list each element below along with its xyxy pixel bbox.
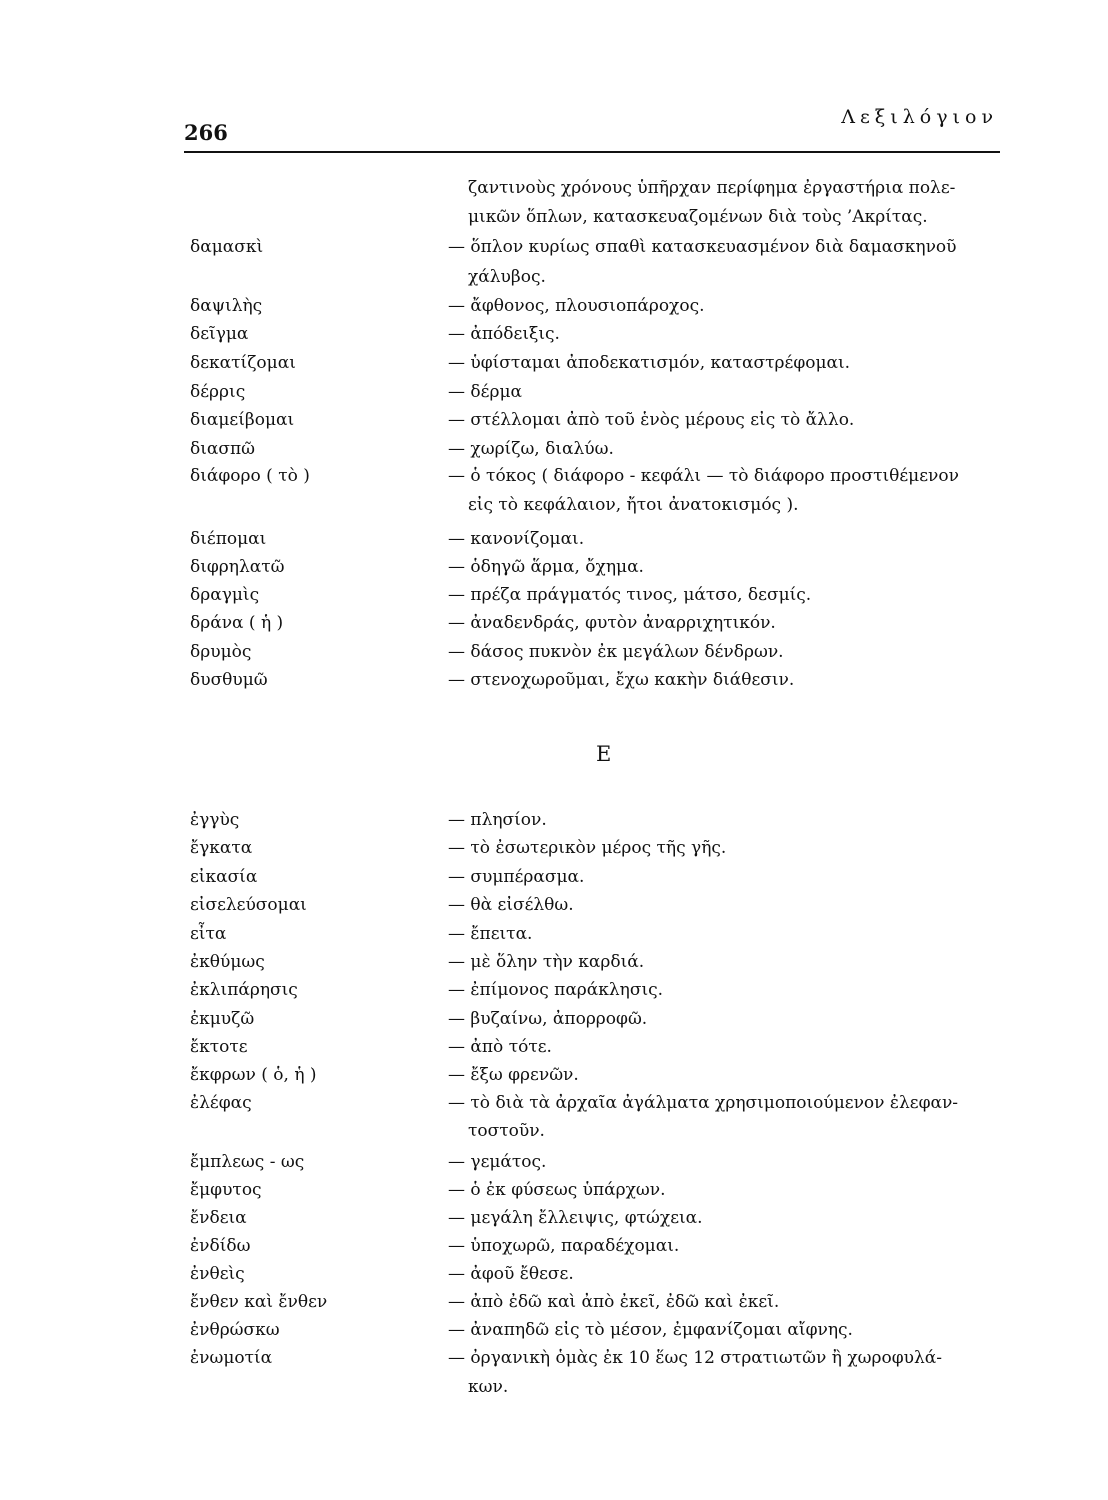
definition: — μεγάλη ἔλλειψις, φτώχεια. [448, 1208, 703, 1228]
head-word: ἐκλιπάρησις [190, 980, 298, 1000]
definition: — τὸ διὰ τὰ ἀρχαῖα ἀγάλματα χρησιμοποιούμενον ἐλεφαν- [448, 1093, 959, 1113]
dictionary-entry [0, 439, 1108, 467]
head-word: δεῖγμα [190, 324, 249, 344]
dictionary-entry [0, 1180, 1108, 1208]
head-word: ἔνθεν καὶ ἔνθεν [190, 1292, 328, 1312]
dictionary-entry [0, 353, 1108, 381]
head-word: ἐκθύμως [190, 952, 265, 972]
intro-line: ζαντινοὺς χρόνους ὑπῆρχαν περίφημα ἐργαστήρια πολε- [468, 178, 956, 198]
definition-continuation: κων. [468, 1377, 509, 1397]
head-word: δέρρις [190, 382, 246, 402]
definition: — δέρμα [448, 382, 522, 402]
definition: — ἀπόδειξις. [448, 324, 560, 344]
head-word: διέπομαι [190, 529, 267, 549]
head-word: ἔκτοτε [190, 1037, 248, 1057]
dictionary-entry [0, 296, 1108, 324]
definition: — μὲ ὅλην τὴν καρδιά. [448, 952, 645, 972]
definition: — ὀργανικὴ ὁμὰς ἐκ 10 ἕως 12 στρατιωτῶν ἢ χωροφυλά- [448, 1348, 942, 1368]
dictionary-entry [0, 1348, 1108, 1376]
definition: — κανονίζομαι. [448, 529, 585, 549]
dictionary-entry [0, 613, 1108, 641]
head-word: εἶτα [190, 924, 227, 944]
definition: — ὁδηγῶ ἅρμα, ὄχημα. [448, 557, 644, 577]
dictionary-entry [0, 466, 1108, 494]
definition: — στενοχωροῦμαι, ἔχω κακὴν διάθεσιν. [448, 670, 795, 690]
definition-continuation: χάλυβος. [468, 267, 546, 287]
definition-continuation: τοστοῦν. [468, 1121, 545, 1141]
dictionary-entry [0, 585, 1108, 613]
dictionary-entry [0, 1236, 1108, 1264]
definition: — ἀφοῦ ἔθεσε. [448, 1264, 574, 1284]
head-word: ἔμφυτος [190, 1180, 262, 1200]
head-word: ἐγγὺς [190, 810, 240, 830]
dictionary-entry [0, 410, 1108, 438]
dictionary-entry [0, 810, 1108, 838]
definition: — ἔπειτα. [448, 924, 533, 944]
dictionary-entry [0, 1320, 1108, 1348]
head-word: δράνα ( ἡ ) [190, 613, 284, 633]
definition: — συμπέρασμα. [448, 867, 585, 887]
dictionary-entry [0, 867, 1108, 895]
head-word: δυσθυμῶ [190, 670, 268, 690]
head-word: δρυμὸς [190, 642, 252, 662]
head-word: δαψιλὴς [190, 296, 263, 316]
dictionary-entry [0, 529, 1108, 557]
head-word: διασπῶ [190, 439, 256, 459]
dictionary-entry [0, 382, 1108, 410]
head-word: ἔκφρων ( ὁ, ἡ ) [190, 1065, 317, 1085]
head-word: ἔγκατα [190, 838, 253, 858]
head-word: δεκατίζομαι [190, 353, 296, 373]
dictionary-entry [0, 557, 1108, 585]
definition: — βυζαίνω, ἀπορροφῶ. [448, 1009, 648, 1029]
dictionary-entry [0, 980, 1108, 1008]
head-word: διάφορο ( τὸ ) [190, 466, 310, 486]
definition: — ἀπὸ ἐδῶ καὶ ἀπὸ ἐκεῖ, ἐδῶ καὶ ἐκεῖ. [448, 1292, 780, 1312]
head-word: εἰκασία [190, 867, 258, 887]
dictionary-entry [0, 1152, 1108, 1180]
definition: — πλησίον. [448, 810, 547, 830]
dictionary-entry [0, 1264, 1108, 1292]
head-word: ἐλέφας [190, 1093, 252, 1113]
dictionary-entry [0, 1009, 1108, 1037]
head-word: ἐνδίδω [190, 1236, 251, 1256]
definition: — ὑφίσταμαι ἀποδεκατισμόν, καταστρέφομαι. [448, 353, 851, 373]
dictionary-entry [0, 324, 1108, 352]
definition-continuation: εἰς τὸ κεφάλαιον, ἤτοι ἀνατοκισμός ). [468, 495, 799, 515]
running-title: Λεξιλόγιον [841, 106, 998, 128]
dictionary-entry [0, 1037, 1108, 1065]
page-number: 266 [184, 120, 228, 145]
dictionary-entry [0, 642, 1108, 670]
head-word: δραγμὶς [190, 585, 260, 605]
head-word: ἔνδεια [190, 1208, 247, 1228]
dictionary-entry [0, 895, 1108, 923]
definition: — ὁ ἐκ φύσεως ὑπάρχων. [448, 1180, 666, 1200]
head-word: ἐκμυζῶ [190, 1009, 255, 1029]
definition: — πρέζα πράγματός τινος, μάτσο, δεσμίς. [448, 585, 812, 605]
dictionary-entry [0, 838, 1108, 866]
head-word: ἐνθρώσκω [190, 1320, 280, 1340]
definition: — στέλλομαι ἀπὸ τοῦ ἑνὸς μέρους εἰς τὸ ἄλλο. [448, 410, 855, 430]
definition: — ὑποχωρῶ, παραδέχομαι. [448, 1236, 680, 1256]
definition: — ἄφθονος, πλουσιοπάροχος. [448, 296, 705, 316]
definition: — χωρίζω, διαλύω. [448, 439, 614, 459]
definition: — δάσος πυκνὸν ἐκ μεγάλων δένδρων. [448, 642, 784, 662]
dictionary-entry [0, 952, 1108, 980]
dictionary-entry [0, 1208, 1108, 1236]
dictionary-entry [0, 237, 1108, 265]
dictionary-entry [0, 670, 1108, 698]
header-rule [184, 151, 1000, 153]
head-word: διαμείβομαι [190, 410, 295, 430]
head-word: ἐνωμοτία [190, 1348, 273, 1368]
definition: — ἀπὸ τότε. [448, 1037, 552, 1057]
dictionary-entry [0, 1065, 1108, 1093]
dictionary-entry [0, 1093, 1108, 1121]
dictionary-entry [0, 924, 1108, 952]
dictionary-entry [0, 1292, 1108, 1320]
intro-line: μικῶν ὅπλων, κατασκευαζομένων διὰ τοὺς ’Ακρίτας. [468, 207, 928, 227]
head-word: ἔμπλεως - ως [190, 1152, 305, 1172]
definition: — θὰ εἰσέλθω. [448, 895, 574, 915]
section-letter: Ε [596, 742, 612, 766]
definition: — ἐπίμονος παράκλησις. [448, 980, 664, 1000]
head-word: δαμασκὶ [190, 237, 264, 257]
definition: — ἀναδενδράς, φυτὸν ἀναρριχητικόν. [448, 613, 776, 633]
head-word: εἰσελεύσομαι [190, 895, 307, 915]
definition: — ὁ τόκος ( διάφορο - κεφάλι — τὸ διάφορο προστιθέμενον [448, 466, 959, 486]
head-word: ἐνθεὶς [190, 1264, 245, 1284]
definition: — γεμάτος. [448, 1152, 547, 1172]
definition: — ἔξω φρενῶν. [448, 1065, 579, 1085]
definition: — ἀναπηδῶ εἰς τὸ μέσον, ἐμφανίζομαι αἴφνης. [448, 1320, 853, 1340]
definition: — ὅπλον κυρίως σπαθὶ κατασκευασμένον διὰ δαμασκηνοῦ [448, 237, 957, 257]
definition: — τὸ ἐσωτερικὸν μέρος τῆς γῆς. [448, 838, 727, 858]
head-word: διφρηλατῶ [190, 557, 285, 577]
